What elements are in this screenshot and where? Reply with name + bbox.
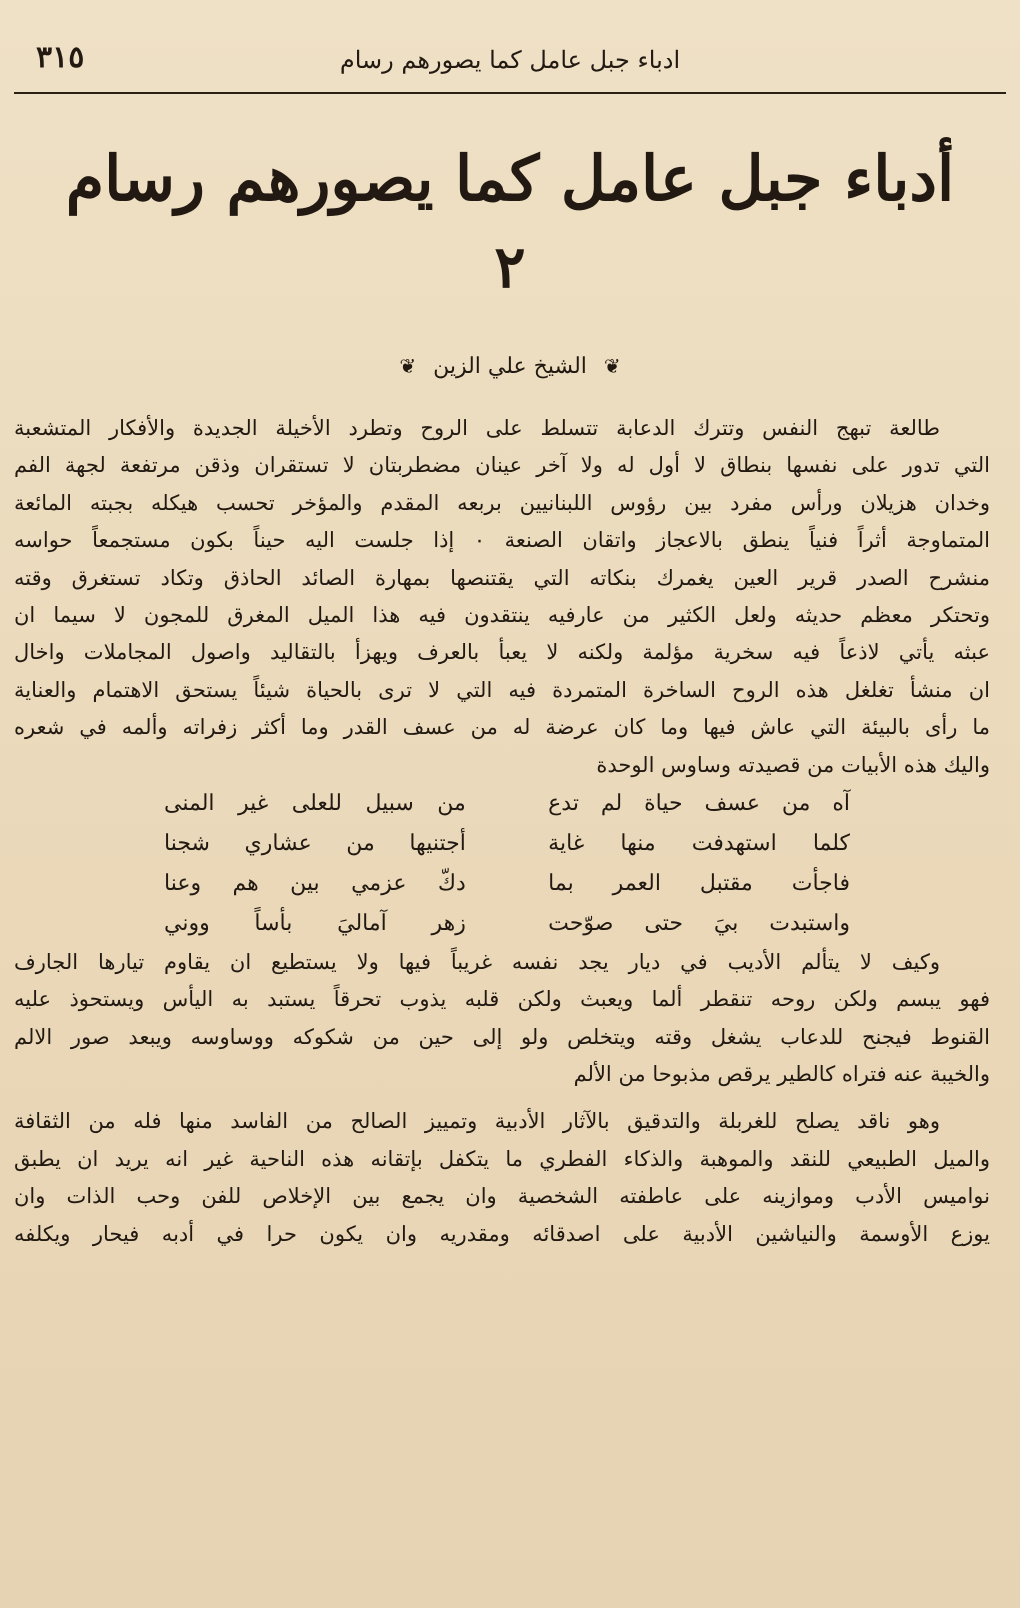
verse-second-half: دكّ عزمي بين هم وعنا: [164, 870, 466, 896]
text-line: فهو يبسم ولكن روحه تنقطر ألما ويعبث ولكن قلبه يذوب تحرقاً يستبد به اليأس ويستحوذ عليه: [14, 987, 990, 1012]
author-name: الشيخ علي الزين: [433, 354, 587, 379]
part-number: ٢: [494, 233, 526, 301]
text-line: عبثه يأتي لاذعاً فيه سخرية مؤلمة ولكنه لا يعبأ بالعرف ويهزأ بالتقاليد واصول المجاملات واخال: [14, 640, 990, 665]
text-line: والخيبة عنه فتراه كالطير يرقص مذبوحا من الألم: [573, 1062, 990, 1087]
verse: [164, 864, 850, 904]
text-line: طالعة تبهج النفس وتترك الدعابة تتسلط على الروح وتطرد الأخيلة الجديدة والأفكار المتشعبة: [14, 416, 940, 440]
text-line: وكيف لا يتألم الأديب في ديار يجد نفسه غريباً فيها ولا يستطيع ان يقاوم تيارها الجارف: [14, 949, 940, 974]
page-number: ٣١٥: [36, 40, 85, 75]
floral-ornament-icon: ❦: [603, 354, 621, 378]
text-line: منشرح الصدر قرير العين يغمرك بنكاته التي يقتنصها بمهارة الصائد الحاذق وتكاد تستغرق وقته: [14, 565, 990, 590]
verse-second-half: أجتنيها من عشاري شجنا: [164, 830, 466, 856]
text-line: نواميس الأدب وموازينه على عاطفته الشخصية وان يجمع بين الإخلاص للفن وحب الذات وان: [14, 1184, 990, 1209]
text-line: وخدان هزيلان ورأس مفرد بين رؤوس اللبنانيين بربعه المقدم والمؤخر تحسب هيكله بجبته المائعة: [14, 490, 990, 515]
paragraph: [14, 1103, 990, 1253]
verse-second-half: زهر آماليَ بأساً ووني: [164, 910, 466, 936]
verse-first-half: كلما استهدفت منها غاية: [548, 830, 850, 856]
text-line: القنوط فيجنح للدعاب يشغل وقته ويتخلص ولو إلى حين من شكوكه ووساوسه ويبعد صور الالم: [14, 1024, 990, 1049]
poem-verses: [14, 784, 990, 944]
text-line: المتماوجة أثراً فنياً ينطق بالاعجاز واتقان الصنعة ٠ إذا جلست اليه حيناً بكون مستجمعاً حواسه: [14, 528, 990, 553]
text-line: والميل الطبيعي للنقد والموهبة والذكاء الفطري ما يتكفل بإتقانه هذه الناحية غير انه يريد ان يطبق: [14, 1146, 990, 1171]
author-byline: [0, 354, 1020, 379]
text-line: ما رأى بالبيئة التي عاش فيها وما كان عرضة له من عسف القدر وما أكثر زفراته وألمه في شعره: [14, 715, 990, 740]
text-line: التي تدور على نفسها بنطاق لا أول له ولا آخر عينان مضطربتان لا تستقران وذقن مرتفعة لجهة الفم: [14, 453, 990, 478]
text-line: ان منشأ تغلغل هذه الروح الساخرة المتمردة فيه التي لا ترى بالحياة شيئاً يستحق الاهتمام والعناية: [14, 677, 990, 702]
paragraph: [14, 944, 990, 1094]
verse-first-half: واستبدت بيَ حتى صوّحت: [548, 910, 850, 936]
verse: [164, 824, 850, 864]
text-line: وهو ناقد يصلح للغربلة والتدقيق بالآثار الأدبية وتمييز الصالح من الفاسد منها فله من الثقافة: [14, 1109, 940, 1134]
page-header: [14, 40, 1006, 92]
verse-first-half: فاجأت مقتبل العمر بما: [548, 870, 850, 896]
header-rule: [14, 92, 1006, 94]
text-line: وتحتكر معظم حديثه ولعل الكثير من عارفيه ينتقدون فيه هذا الميل المغرق للمجون لا سيما ان: [14, 602, 990, 627]
article-title: أدباء جبل عامل كما يصورهم رسام: [65, 142, 955, 215]
text-line: واليك هذه الأبيات من قصيدته وساوس الوحدة: [596, 752, 990, 777]
verse: [164, 904, 850, 944]
paragraph: [14, 410, 990, 784]
running-title: ادباء جبل عامل كما يصورهم رسام: [339, 46, 681, 74]
text-line: يوزع الأوسمة والنياشين الأدبية على اصدقائه ومقدريه وان يكون حرا في أدبه فيحار ويكلفه: [14, 1221, 990, 1246]
verse-second-half: من سبيل للعلى غير المنى: [164, 790, 466, 816]
floral-ornament-icon: ❦: [399, 354, 417, 378]
verse-first-half: آه من عسف حياة لم تدع: [548, 790, 850, 816]
article-body: [14, 410, 990, 1253]
verse: [164, 784, 850, 824]
